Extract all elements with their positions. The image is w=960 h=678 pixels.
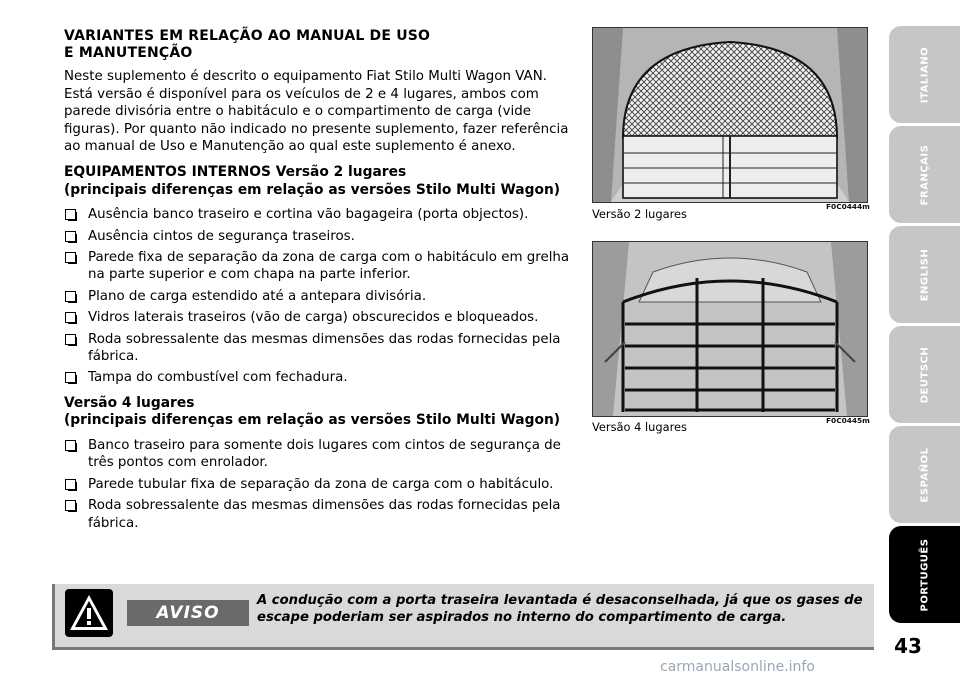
warning-triangle-icon [65,589,113,637]
list-item: Roda sobressalente das mesmas dimensões das rodas fornecidas pela fábrica. [64,497,579,532]
list-item: Plano de carga estendido até a antepara divisória. [64,288,579,305]
tab-portugues[interactable]: PORTUGUÊS [889,526,960,623]
list-item: Tampa do combustível com fechadura. [64,369,579,386]
section-title-line2: E MANUTENÇÃO [64,45,193,61]
tab-deutsch[interactable]: DEUTSCH [889,326,960,423]
checkbox-bullet-icon [65,334,76,345]
checkbox-bullet-icon [65,312,76,323]
checkbox-bullet-icon [65,252,76,263]
checkbox-bullet-icon [65,209,76,220]
figure-2-seats-code: F0C0444m [826,202,870,211]
version2-heading-line2: (principais diferenças em relação as versões Stilo Multi Wagon) [64,181,561,198]
checkbox-bullet-icon [65,291,76,302]
list-item: Roda sobressalente das mesmas dimensões das rodas fornecidas pela fábrica. [64,331,579,366]
figure-4-seats [592,241,868,417]
figure-4-seats-caption: Versão 4 lugares [592,420,687,434]
list-item: Parede tubular fixa de separação da zona de carga com o habitáculo. [64,476,579,493]
list-item: Parede fixa de separação da zona de carga com o habitáculo em grelha na parte superior e com chapa na parte inferior. [64,249,579,284]
aviso-label: AVISO [127,600,249,626]
version2-list [64,206,579,387]
checkbox-bullet-icon [65,372,76,383]
tab-espanol[interactable]: ESPAÑOL [889,426,960,523]
section-title-line1: VARIANTES EM RELAÇÃO AO MANUAL DE USO [64,28,431,44]
tab-francais[interactable]: FRANÇAIS [889,126,960,223]
list-item: Vidros laterais traseiros (vão de carga) obscurecidos e bloqueados. [64,309,579,326]
tab-italiano[interactable]: ITALIANO [889,26,960,123]
watermark: carmanualsonline.info [660,659,815,675]
warning-box [52,584,874,650]
version4-heading-line2: (principais diferenças em relação as versões Stilo Multi Wagon) [64,412,561,429]
cargo-grille-illustration [593,28,867,202]
list-item: Ausência banco traseiro e cortina vão bagageira (porta objectos). [64,206,579,223]
tab-english[interactable]: ENGLISH [889,226,960,323]
main-text-column [64,28,579,536]
checkbox-bullet-icon [65,500,76,511]
figure-2-seats [592,27,868,203]
figure-2-seats-caption: Versão 2 lugares [592,207,687,221]
list-item: Ausência cintos de segurança traseiros. [64,228,579,245]
intro-paragraph: Neste suplemento é descrito o equipamento Fiat Stilo Multi Wagon VAN. Está versão é disponível para os veículos de 2 e 4 lugares, ambos com parede divisória entre o habitáculo e o compartimento de carga (vide figuras). Por quanto não indicado no presente suplemento, fazer referência ao manual de Uso e Manutenção ao qual este suplemento é anexo. [64,69,569,155]
version4-heading-line1: Versão 4 lugares [64,394,195,411]
checkbox-bullet-icon [65,231,76,242]
checkbox-bullet-icon [65,440,76,451]
list-item: Banco traseiro para somente dois lugares com cintos de segurança de três pontos com enrolador. [64,437,579,472]
warning-text: A condução com a porta traseira levantada é desaconselhada, já que os gases de escape poderiam ser aspirados no interno do compartimento de carga. [257,593,863,625]
version2-heading-line1: EQUIPAMENTOS INTERNOS Versão 2 lugares [64,163,407,180]
language-tabs [889,26,960,626]
tubular-partition-illustration [593,242,867,416]
checkbox-bullet-icon [65,479,76,490]
version4-list [64,437,579,532]
figure-4-seats-code: F0C0445m [826,416,870,425]
page-number: 43 [894,634,922,658]
